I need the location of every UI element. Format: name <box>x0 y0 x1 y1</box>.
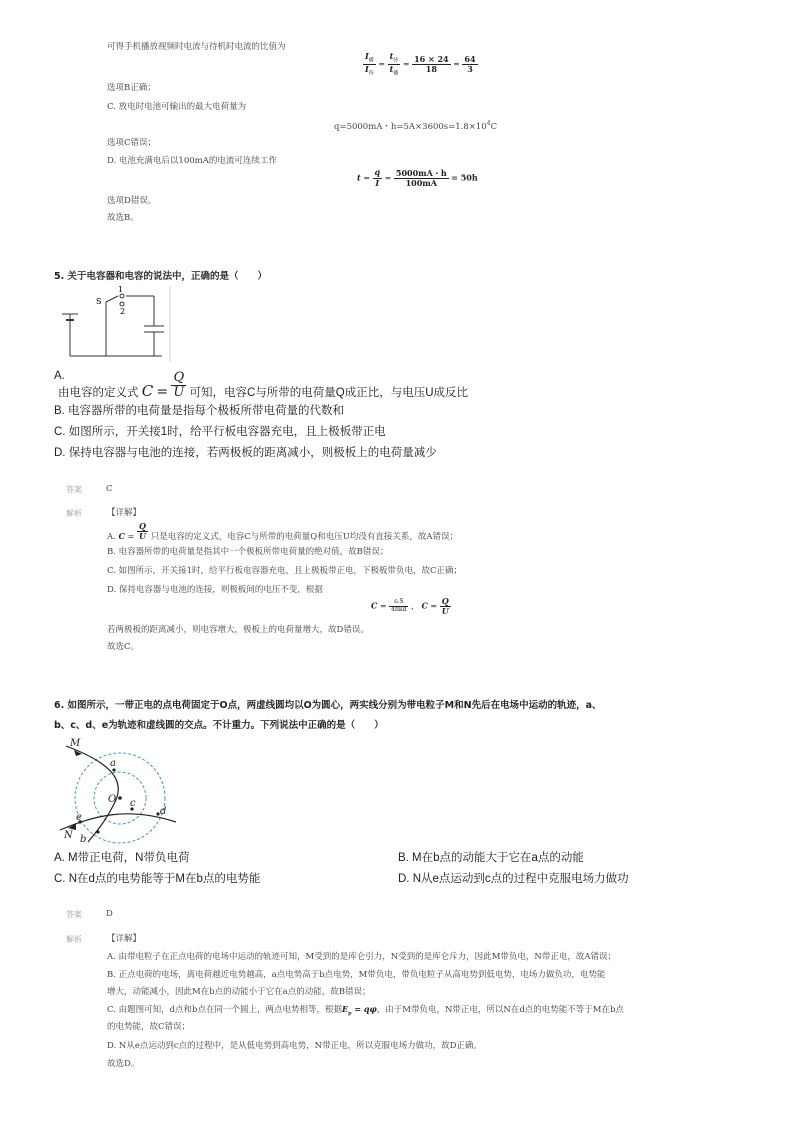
question-6-stem: 6. 如图所示，一带正电的点电荷固定于O点，两虚线圆均以O为圆心，两实线分别为带电粒子M和N先后在电场中运动的轨迹，a、 <box>54 700 602 711</box>
explanation-d: D. 保持电容器与电池的连接，则极板间的电压不变，根据 <box>107 585 323 595</box>
detail-heading: 【详解】 <box>107 934 142 944</box>
label-m: M <box>70 738 81 749</box>
explanation-c: C. 如图所示，开关接1时，给平行板电容器充电，且上极板带正电，下极板带负电，故C正确； <box>107 566 463 576</box>
terminal-label-1: 1 <box>118 286 124 294</box>
text-line: C. 放电时电池可输出的最大电荷量为 <box>107 102 247 112</box>
option-a-prefix: A. <box>54 370 65 382</box>
answer-value: C <box>106 484 113 494</box>
text-line: D. 电池充满电后以100mA的电流可连续工作 <box>107 156 277 166</box>
capacitor-circuit-diagram <box>58 286 174 362</box>
question-5-stem: 5. 关于电容器和电容的说法中，正确的是（ ） <box>54 271 268 282</box>
analysis-label: 解析 <box>66 935 82 944</box>
label-e: e <box>76 812 82 823</box>
explanation-b: B. 正点电荷的电场，离电荷越近电势越高，a点电势高于b点电势，M带负电，带负电粒子从高电势到低电势，电场力做负功，电势能 <box>107 970 606 980</box>
explanation-b: B. 电容器所带的电荷量是指其中一个极板所带电荷量的绝对值，故B错误； <box>107 547 389 557</box>
answer-value: D <box>106 909 113 919</box>
label-a: a <box>110 758 116 769</box>
analysis-label: 解析 <box>66 509 82 518</box>
equation-charge: q=5000mA・$h=5A\times 3600s=1.8\times 10^4C$ <box>334 120 498 132</box>
explanation-b-2: 增大，动能减小，因此M在b点的动能小于它在a点的动能，故B错误； <box>107 987 371 997</box>
point-o <box>118 796 122 800</box>
explanation-d-2: 若两极板的距离减小，则电容增大，极板上的电荷量增大，故D错误。 <box>107 625 369 635</box>
answer-label: 答案 <box>66 910 82 919</box>
explanation-a: A. 由带电粒子在正点电荷的电场中运动的轨迹可知，M受到的是库仑引力，N受到的是库仑斥力，因此M带负电，N带正电，故A错误； <box>107 952 616 962</box>
text-line: 可得手机播放视频时电流与待机时电流的比值为 <box>107 42 286 52</box>
charge-trajectory-diagram <box>54 734 184 846</box>
text-line: 选项C错误； <box>107 138 157 148</box>
option-d: D. 保持电容器与电池的连接，若两极板的距离减小，则极板上的电荷量减少 <box>54 447 437 459</box>
text-line: 故选B。 <box>107 213 139 223</box>
equation-time: t = $\frac{q}{I}$ = $\frac{5000mA・h}{100mA}$ = 50h <box>357 167 478 188</box>
terminal-label-2: 2 <box>120 307 126 316</box>
explanation-c-2: 的电势能，故C错误； <box>107 1022 191 1032</box>
text-line: 选项B正确； <box>107 83 156 93</box>
option-a: 由电容的定义式 C = $\frac{Q}{U}$ 可知，电容C与所带的电荷量Q成正比，与电压U成反比 <box>58 370 469 401</box>
question-6-stem-2: b、c、d、e为轨迹和虚线圆的交点。不计重力。下列说法中正确的是（ ） <box>54 720 384 731</box>
explanation-end: 故选D。 <box>107 1059 140 1069</box>
option-b: B. 电容器所带的电荷量是指每个极板所带电荷量的代数和 <box>54 405 345 417</box>
option-a: A. M带正电荷，N带负电荷 <box>54 852 190 864</box>
option-c: C. N在d点的电势能等于M在b点的电势能 <box>54 873 261 885</box>
label-d: d <box>160 806 167 817</box>
option-b: B. M在b点的动能大于它在a点的动能 <box>398 852 584 864</box>
equation-capacitance: C = $\frac{\text{εᵣS}}{\text{4πkd}}$ ， C = $\frac{Q}{U}$ <box>371 596 449 616</box>
label-c: c <box>130 798 136 809</box>
explanation-a: A. C = $\frac{Q}{U}$ 只是电容的定义式，电容C与所带的电荷量Q和电压U均没有直接关系，故A错误； <box>107 521 458 542</box>
detail-heading: 【详解】 <box>107 508 142 518</box>
label-n: N <box>64 830 73 841</box>
switch-label-s: S <box>96 297 102 306</box>
text-line: 选项D错误。 <box>107 196 157 206</box>
equation-current-ratio: $\frac{I_播}{I_待}$ = $\frac{t_待}{t_播}$ = $\frac{16 \times 24}{18}$ = $\frac{64}{3}$ <box>365 51 476 77</box>
explanation-d: D. N从e点运动到c点的过程中，是从低电势到高电势，N带正电，所以克服电场力做功，故D正确。 <box>107 1041 482 1051</box>
explanation-end: 故选C。 <box>107 642 140 652</box>
option-c: C. 如图所示，开关接1时，给平行板电容器充电，且上极板带正电 <box>54 426 386 438</box>
label-b: b <box>80 834 87 845</box>
explanation-c: C. 由题图可知，d点和b点在同一个圆上，两点电势相等，根据$E_p = q\varphi$，由于M带负电，N带正电，所以N在d点的电势能不等于M在b点 <box>107 1004 624 1017</box>
label-o: O <box>108 794 117 805</box>
option-d: D. N从e点运动到c点的过程中克服电场力做功 <box>398 873 629 885</box>
answer-label: 答案 <box>66 485 82 494</box>
